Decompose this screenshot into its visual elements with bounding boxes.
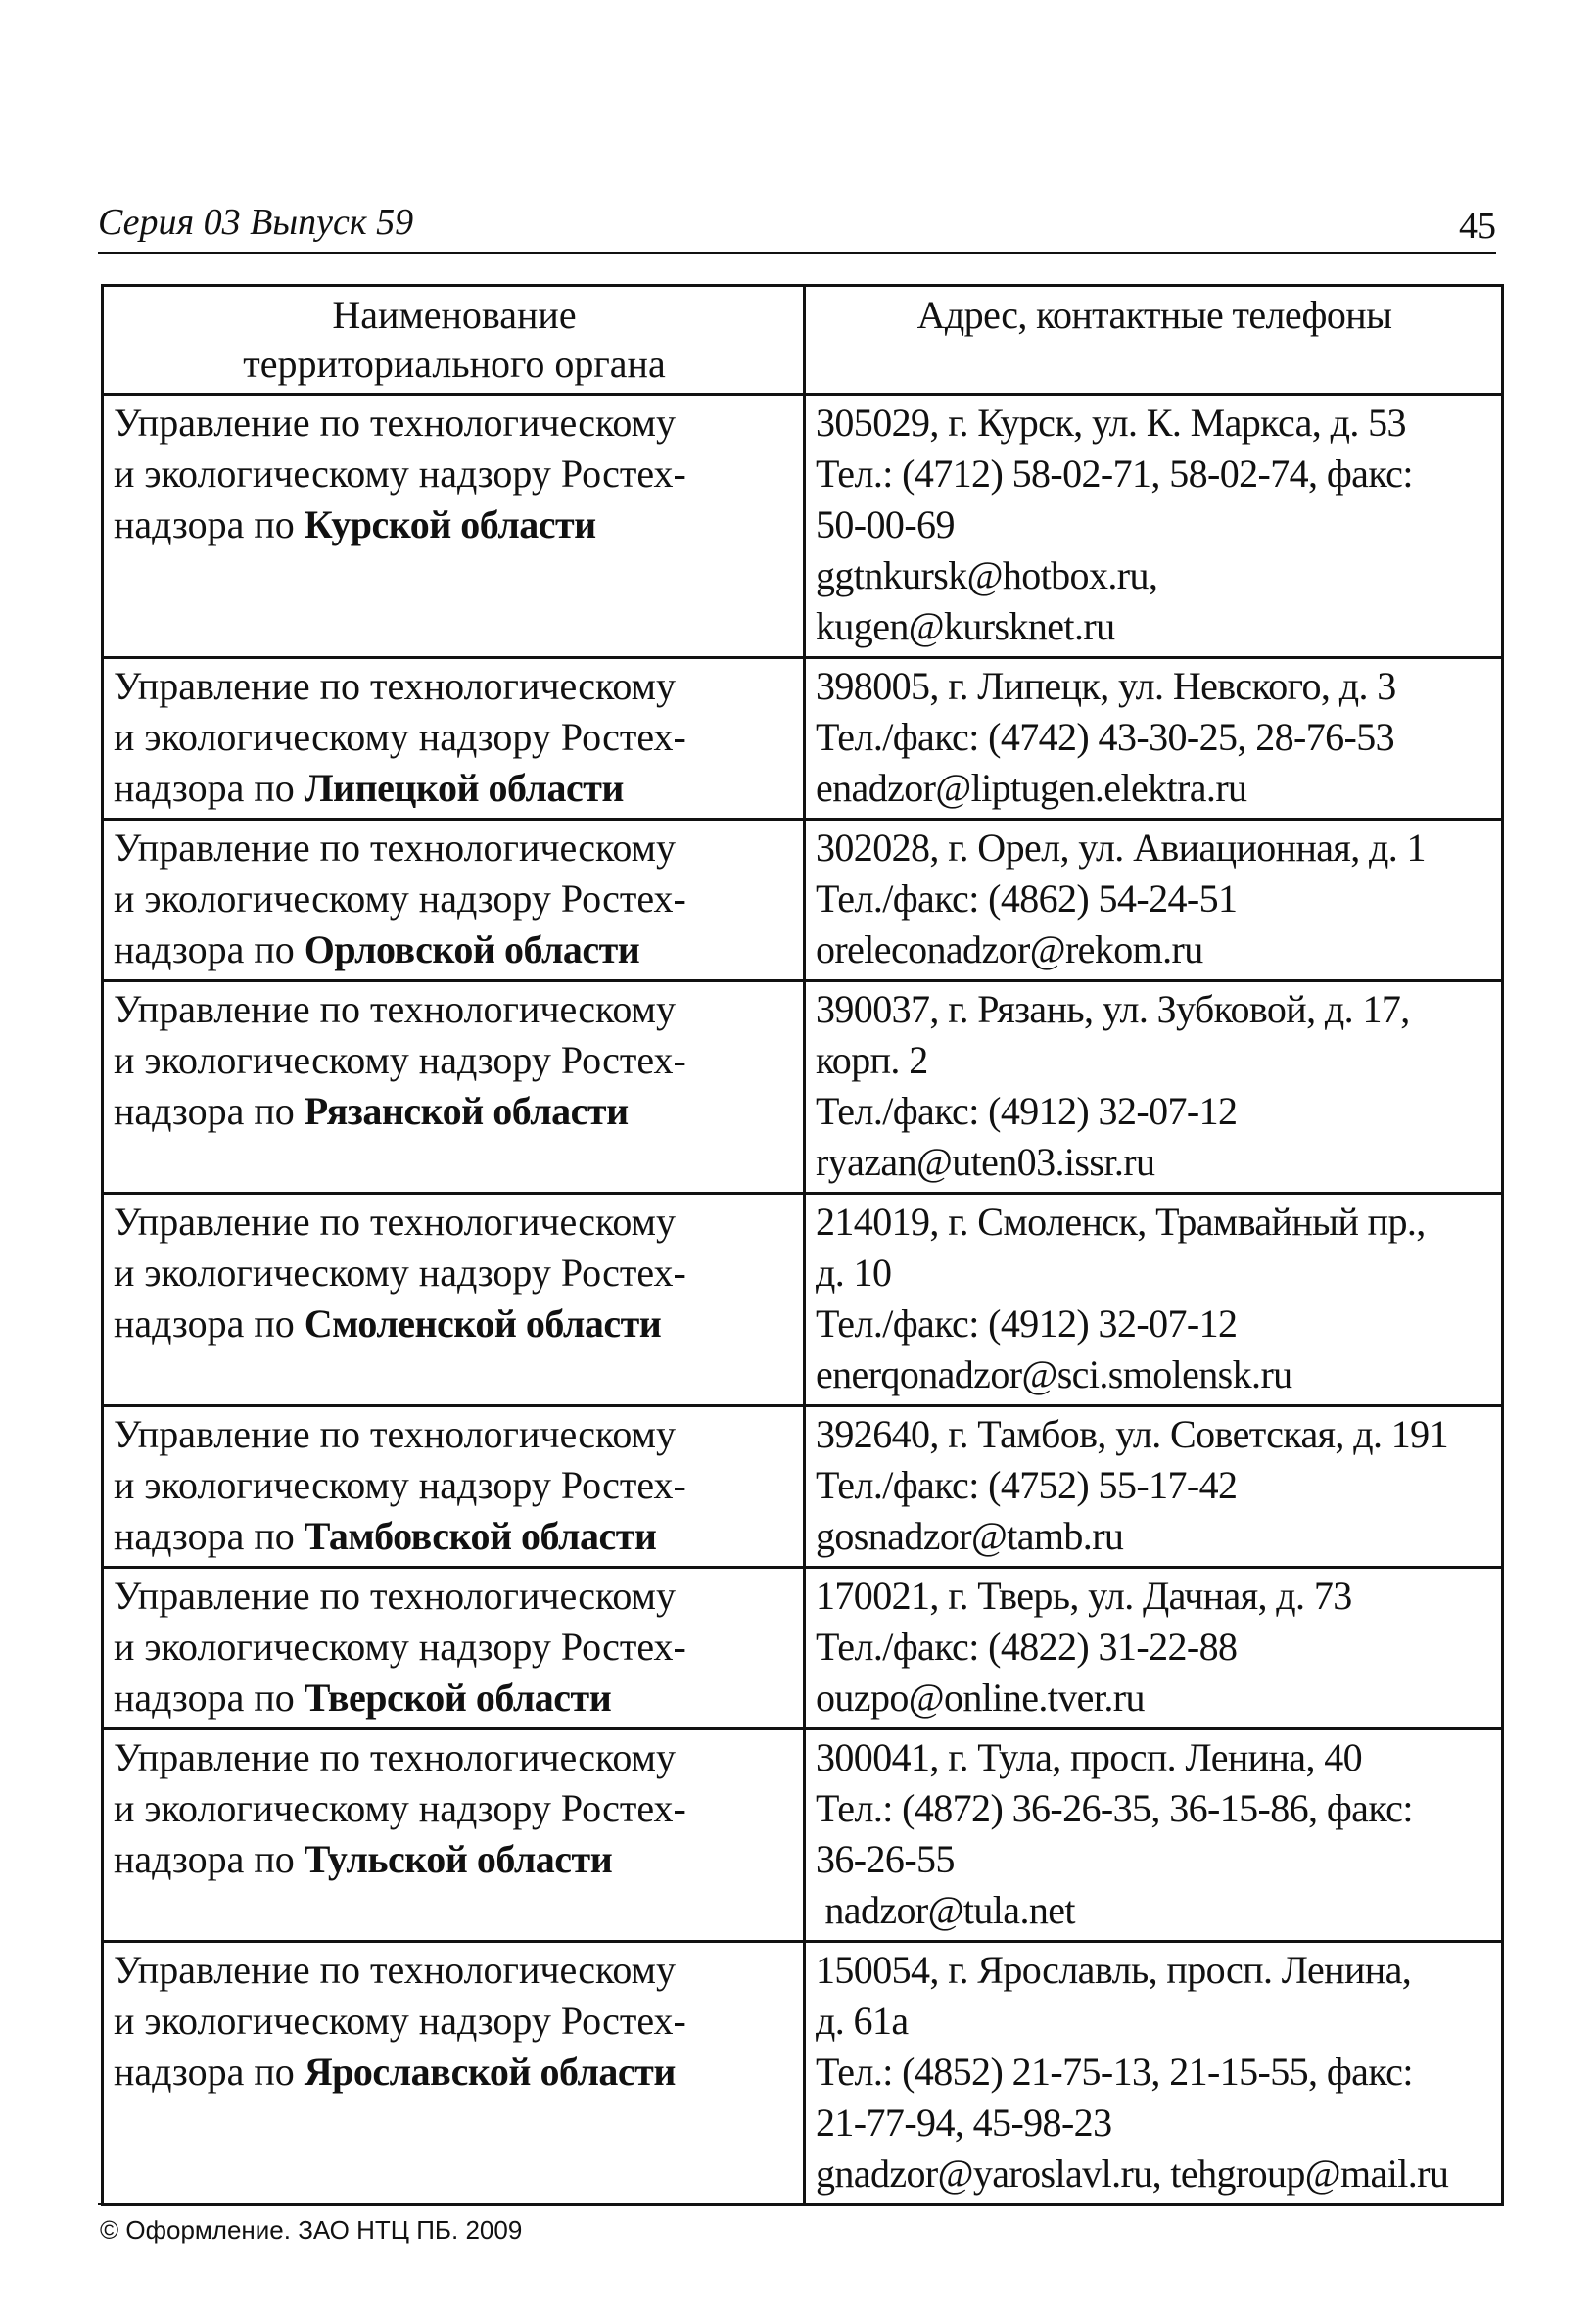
address-line: Тел./факс: (4742) 43-30-25, 28-76-53 <box>816 715 1395 759</box>
footer-copyright: © Оформление. ЗАО НТЦ ПБ. 2009 <box>100 2215 523 2244</box>
address-line: д. 61а <box>816 1999 909 2043</box>
address-line: 150054, г. Ярославль, просп. Ленина, <box>816 1948 1412 1992</box>
org-name-line3 <box>114 924 795 975</box>
org-name-prefix: надзора по <box>114 2050 295 2094</box>
address-line: 50-00-69 <box>816 502 955 546</box>
region-name: Ярославской области <box>304 2050 676 2094</box>
org-name-cell <box>103 981 805 1194</box>
org-name-line2: и экологическому надзору Ростех- <box>114 1038 686 1082</box>
address-line: Тел.: (4712) 58-02-71, 58-02-74, факс: <box>816 451 1413 496</box>
org-name-line1: Управление по технологическому <box>114 664 676 708</box>
org-name-line1: Управление по технологическому <box>114 1948 676 1992</box>
address-line: 305029, г. Курск, ул. К. Маркса, д. 53 <box>816 401 1406 445</box>
org-name-line1: Управление по технологическому <box>114 826 676 870</box>
org-name-line3 <box>114 2047 795 2098</box>
address-cell <box>805 1942 1503 2205</box>
address-line: Тел./факс: (4752) 55-17-42 <box>816 1463 1238 1507</box>
org-name-line1: Управление по технологическому <box>114 1412 676 1456</box>
address-line: 390037, г. Рязань, ул. Зубковой, д. 17, <box>816 987 1410 1031</box>
org-name-prefix: надзора по <box>114 766 295 810</box>
org-name-cell <box>103 820 805 981</box>
contacts-table <box>101 284 1504 2206</box>
org-name-line3 <box>114 1673 795 1724</box>
col2-header-text: Адрес, контактные телефоны <box>916 293 1392 337</box>
table-row <box>103 1729 1503 1942</box>
address-line: gosnadzor@tamb.ru <box>816 1514 1124 1558</box>
table-row <box>103 1406 1503 1568</box>
address-line: oreleconadzor@rekom.ru <box>816 927 1203 971</box>
org-name-line2: и экологическому надзору Ростех- <box>114 715 686 759</box>
address-cell <box>805 981 1503 1194</box>
footer-rule <box>98 2203 1498 2205</box>
region-name: Орловской области <box>304 927 640 971</box>
address-line: 21-77-94, 45-98-23 <box>816 2101 1112 2145</box>
org-name-cell <box>103 1729 805 1942</box>
region-name: Тамбовской области <box>304 1514 657 1558</box>
address-line: gnadzor@yaroslavl.ru, tehgroup@mail.ru <box>816 2151 1449 2196</box>
address-cell <box>805 1194 1503 1406</box>
address-line: Тел.: (4872) 36-26-35, 36-15-86, факс: <box>816 1786 1413 1830</box>
address-line: Тел.: (4852) 21-75-13, 21-15-55, факс: <box>816 2050 1413 2094</box>
address-line: ryazan@uten03.issr.ru <box>816 1140 1155 1184</box>
org-name-line3 <box>114 1511 795 1562</box>
org-name-prefix: надзора по <box>114 1089 295 1133</box>
address-line: nadzor@tula.net <box>816 1888 1075 1932</box>
address-line: 398005, г. Липецк, ул. Невского, д. 3 <box>816 664 1396 708</box>
address-line: enadzor@liptugen.elektra.ru <box>816 766 1247 810</box>
address-line: ouzpo@online.tver.ru <box>816 1676 1145 1720</box>
org-name-line3 <box>114 763 795 814</box>
org-name-line3 <box>114 1834 795 1885</box>
address-line: 36-26-55 <box>816 1837 955 1881</box>
org-name-line1: Управление по технологическому <box>114 401 676 445</box>
table-row <box>103 1942 1503 2205</box>
org-name-line3 <box>114 1299 795 1349</box>
address-line: enerqonadzor@sci.smolensk.ru <box>816 1352 1292 1396</box>
table-row <box>103 1194 1503 1406</box>
org-name-line2: и экологическому надзору Ростех- <box>114 1463 686 1507</box>
org-name-cell <box>103 395 805 658</box>
org-name-line3 <box>114 499 795 550</box>
org-name-cell <box>103 1942 805 2205</box>
org-name-line2: и экологическому надзору Ростех- <box>114 1625 686 1669</box>
org-name-cell <box>103 1568 805 1729</box>
region-name: Смоленской области <box>304 1301 662 1346</box>
page-header <box>98 201 1496 254</box>
series-title: Серия 03 Выпуск 59 <box>98 202 414 243</box>
address-cell <box>805 395 1503 658</box>
region-name: Рязанской области <box>304 1089 629 1133</box>
table-row <box>103 981 1503 1194</box>
address-cell <box>805 1729 1503 1942</box>
org-name-line1: Управление по технологическому <box>114 1574 676 1618</box>
org-name-line2: и экологическому надзору Ростех- <box>114 876 686 921</box>
address-cell <box>805 658 1503 820</box>
page-number: 45 <box>1459 206 1496 247</box>
address-line: Тел./факс: (4912) 32-07-12 <box>816 1089 1238 1133</box>
col1-header <box>103 286 805 395</box>
address-line: 392640, г. Тамбов, ул. Советская, д. 191 <box>816 1412 1448 1456</box>
address-line: ggtnkursk@hotbox.ru, <box>816 553 1158 597</box>
org-name-prefix: надзора по <box>114 502 295 546</box>
org-name-prefix: надзора по <box>114 927 295 971</box>
address-line: 214019, г. Смоленск, Трамвайный пр., <box>816 1200 1426 1244</box>
address-line: Тел./факс: (4912) 32-07-12 <box>816 1301 1238 1346</box>
col1-header-line1: Наименование <box>332 293 577 337</box>
org-name-line2: и экологическому надзору Ростех- <box>114 1251 686 1295</box>
address-cell <box>805 820 1503 981</box>
table-header-row <box>103 286 1503 395</box>
org-name-prefix: надзора по <box>114 1676 295 1720</box>
org-name-line2: и экологическому надзору Ростех- <box>114 1999 686 2043</box>
org-name-cell <box>103 658 805 820</box>
table-row <box>103 395 1503 658</box>
col1-header-line2: территориального органа <box>243 342 666 386</box>
address-line: д. 10 <box>816 1251 892 1295</box>
org-name-line2: и экологическому надзору Ростех- <box>114 1786 686 1830</box>
org-name-line1: Управление по технологическому <box>114 1735 676 1779</box>
org-name-line2: и экологическому надзору Ростех- <box>114 451 686 496</box>
region-name: Тульской области <box>304 1837 613 1881</box>
address-line: Тел./факс: (4822) 31-22-88 <box>816 1625 1238 1669</box>
region-name: Тверской области <box>304 1676 612 1720</box>
org-name-line1: Управление по технологическому <box>114 1200 676 1244</box>
table-row <box>103 658 1503 820</box>
address-line: 170021, г. Тверь, ул. Дачная, д. 73 <box>816 1574 1352 1618</box>
address-cell <box>805 1568 1503 1729</box>
address-cell <box>805 1406 1503 1568</box>
address-line: корп. 2 <box>816 1038 928 1082</box>
address-line: 302028, г. Орел, ул. Авиационная, д. 1 <box>816 826 1426 870</box>
region-name: Липецкой области <box>304 766 624 810</box>
address-line: 300041, г. Тула, просп. Ленина, 40 <box>816 1735 1363 1779</box>
contacts-table-body <box>103 286 1503 2205</box>
org-name-line1: Управление по технологическому <box>114 987 676 1031</box>
org-name-line3 <box>114 1086 795 1137</box>
table-row <box>103 820 1503 981</box>
org-name-prefix: надзора по <box>114 1301 295 1346</box>
address-line: Тел./факс: (4862) 54-24-51 <box>816 876 1238 921</box>
org-name-cell <box>103 1194 805 1406</box>
table-row <box>103 1568 1503 1729</box>
org-name-cell <box>103 1406 805 1568</box>
address-line: kugen@kursknet.ru <box>816 604 1115 648</box>
col2-header <box>805 286 1503 395</box>
org-name-prefix: надзора по <box>114 1837 295 1881</box>
region-name: Курской области <box>304 502 596 546</box>
org-name-prefix: надзора по <box>114 1514 295 1558</box>
